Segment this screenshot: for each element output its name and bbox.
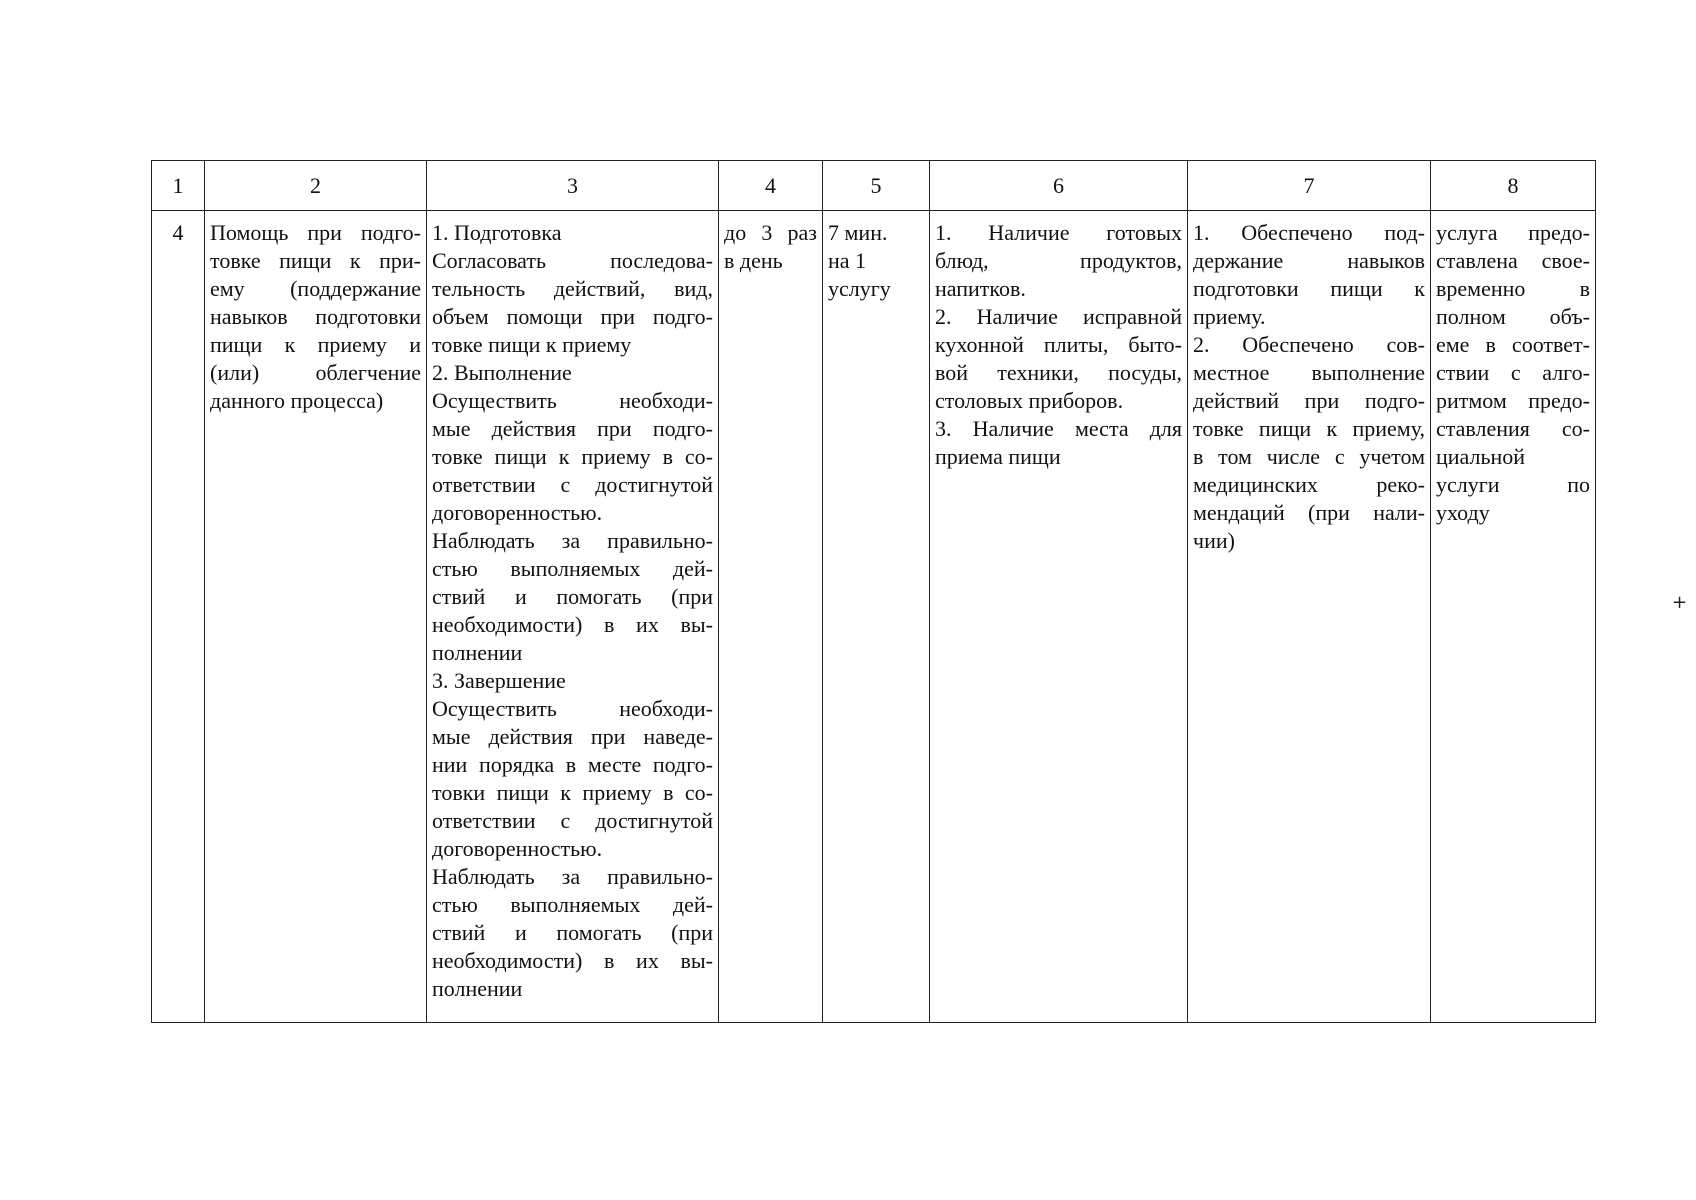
cell-line: полном объ- — [1436, 304, 1590, 329]
cell-line: данного процесса) — [210, 388, 384, 413]
cell-line: чии) — [1193, 528, 1235, 553]
cell-line: 1. Подготовка — [432, 220, 562, 245]
cell-line: 7 мин. — [828, 220, 888, 245]
service-content-cell — [427, 211, 719, 1023]
cell-line: Осуществить необходи- — [432, 696, 713, 721]
cell-line: ствий и помогать (при — [432, 920, 713, 945]
cell-line: 3. Завершение — [432, 668, 566, 693]
cell-line: ему (поддержание — [210, 276, 421, 301]
cell-line: ответствии с достигнутой — [432, 808, 713, 833]
cell-line: услуга предо- — [1436, 220, 1590, 245]
service-name-cell — [205, 211, 427, 1023]
cell-line: до 3 раз — [724, 220, 817, 245]
cell-line: стью выполняемых дей- — [432, 892, 713, 917]
cell-line: ставления со- — [1436, 416, 1590, 441]
cell-line: товке пищи к при- — [210, 248, 421, 273]
cell-line: договоренностью. — [432, 836, 603, 861]
cell-line: на 1 — [828, 248, 867, 273]
header-cell-3: 3 — [427, 161, 719, 211]
quality-cell — [1431, 211, 1596, 1023]
cell-line: подготовки пищи к — [1193, 276, 1425, 301]
cell-line: кухонной плиты, быто- — [935, 332, 1182, 357]
header-cell-4: 4 — [719, 161, 823, 211]
result-cell — [1188, 211, 1431, 1023]
cell-line: действий при подго- — [1193, 388, 1425, 413]
cell-line: необходимости) в их вы- — [432, 612, 713, 637]
cell-line: Помощь при подго- — [210, 220, 421, 245]
header-cell-1: 1 — [152, 161, 205, 211]
cell-line: товки пищи к приему в со- — [432, 780, 713, 805]
cell-line: мендаций (при нали- — [1193, 500, 1425, 525]
cell-line: (или) облегчение — [210, 360, 421, 385]
cell-line: приема пищи — [935, 444, 1061, 469]
cell-line: ответствии с достигнутой — [432, 472, 713, 497]
header-cell-8: 8 — [1431, 161, 1596, 211]
header-cell-2: 2 — [205, 161, 427, 211]
cell-line: держание навыков — [1193, 248, 1425, 273]
duration-cell — [823, 211, 930, 1023]
margin-mark: + — [1672, 592, 1688, 613]
cell-line: Наблюдать за правильно- — [432, 864, 713, 889]
cell-line: блюд, продуктов, — [935, 248, 1182, 273]
cell-line: 1. Обеспечено под- — [1193, 220, 1425, 245]
cell-line: уходу — [1436, 500, 1490, 525]
row-number-cell: 4 — [152, 211, 205, 1023]
cell-line: местное выполнение — [1193, 360, 1425, 385]
cell-line: услуги по — [1436, 472, 1590, 497]
cell-line: медицинских реко- — [1193, 472, 1425, 497]
cell-line: полнении — [432, 640, 523, 665]
cell-line: в день — [724, 248, 783, 273]
cell-line: товке пищи к приему — [432, 332, 632, 357]
cell-line: 2. Обеспечено сов- — [1193, 332, 1425, 357]
cell-line: еме в соответ- — [1436, 332, 1590, 357]
cell-line: Согласовать последова- — [432, 248, 713, 273]
cell-line: навыков подготовки — [210, 304, 421, 329]
cell-line: мые действия при наведе- — [432, 724, 713, 749]
header-cell-6: 6 — [930, 161, 1188, 211]
table-header-row — [152, 161, 1596, 211]
cell-line: ставлена свое- — [1436, 248, 1590, 273]
cell-line: товке пищи к приему в со- — [432, 444, 713, 469]
cell-line: циальной — [1436, 444, 1526, 469]
cell-line: полнении — [432, 976, 523, 1001]
cell-line: товке пищи к приему, — [1193, 416, 1425, 441]
cell-line: временно в — [1436, 276, 1590, 301]
cell-line: тельность действий, вид, — [432, 276, 713, 301]
cell-line: мые действия при подго- — [432, 416, 713, 441]
cell-line: ритмом предо- — [1436, 388, 1590, 413]
frequency-cell — [719, 211, 823, 1023]
cell-line: вой техники, посуды, — [935, 360, 1182, 385]
services-table — [151, 160, 1596, 1023]
cell-line: 3. Наличие места для — [935, 416, 1182, 441]
header-cell-7: 7 — [1188, 161, 1431, 211]
cell-line: ствии с алго- — [1436, 360, 1590, 385]
cell-line: Наблюдать за правильно- — [432, 528, 713, 553]
cell-line: ствий и помогать (при — [432, 584, 713, 609]
conditions-cell — [930, 211, 1188, 1023]
cell-line: 2. Выполнение — [432, 360, 572, 385]
cell-line: 2. Наличие исправной — [935, 304, 1182, 329]
cell-line: в том числе с учетом — [1193, 444, 1425, 469]
cell-line: Осуществить необходи- — [432, 388, 713, 413]
header-cell-5: 5 — [823, 161, 930, 211]
cell-line: услугу — [828, 276, 891, 301]
cell-line: нии порядка в месте подго- — [432, 752, 713, 777]
cell-line: стью выполняемых дей- — [432, 556, 713, 581]
cell-line: необходимости) в их вы- — [432, 948, 713, 973]
cell-line: напитков. — [935, 276, 1026, 301]
cell-line: столовых приборов. — [935, 388, 1124, 413]
cell-line: приему. — [1193, 304, 1266, 329]
cell-line: договоренностью. — [432, 500, 603, 525]
table-row — [152, 211, 1596, 1023]
cell-line: пищи к приему и — [210, 332, 421, 357]
cell-line: 1. Наличие готовых — [935, 220, 1182, 245]
cell-line: объем помощи при подго- — [432, 304, 713, 329]
